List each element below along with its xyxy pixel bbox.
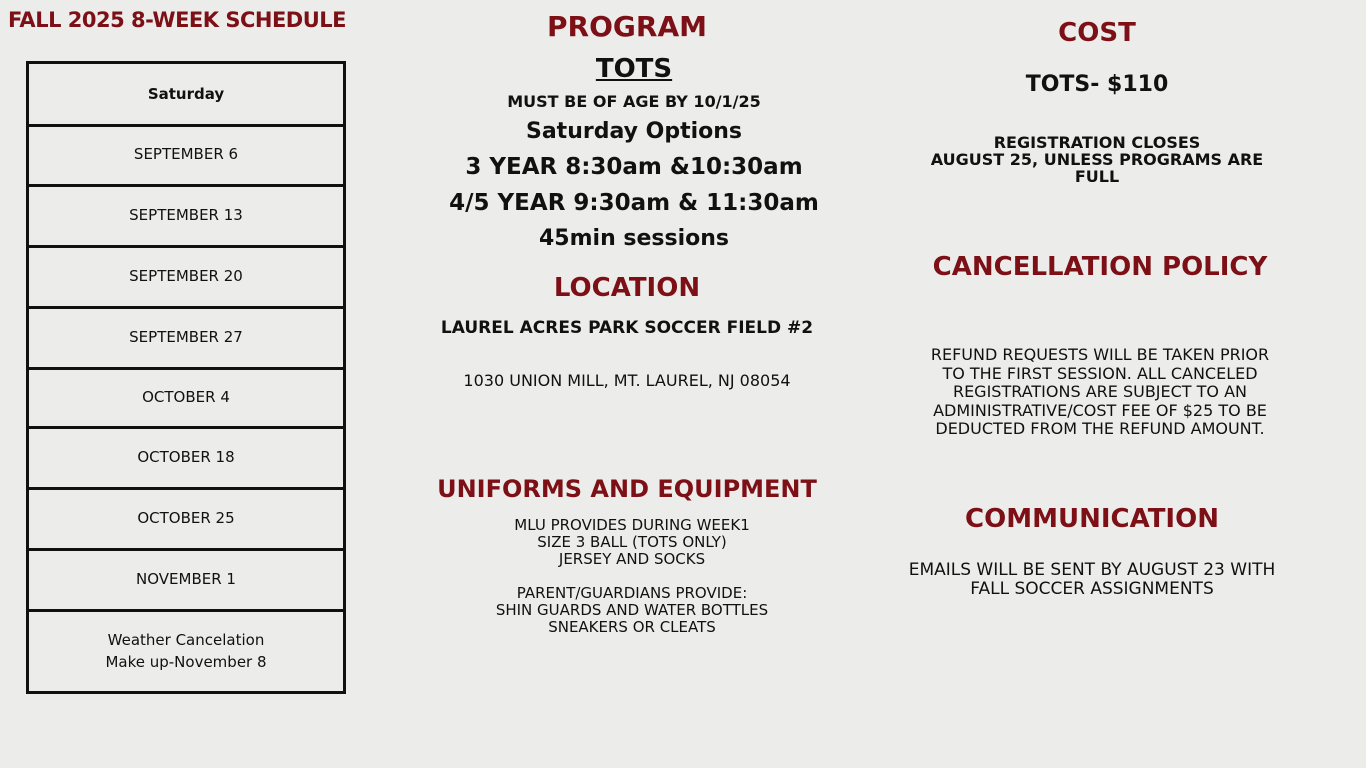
registration-line: REGISTRATION CLOSES (993, 133, 1201, 152)
location-park: LAUREL ACRES PARK SOCCER FIELD #2 (440, 318, 814, 338)
schedule-row: NOVEMBER 1 (29, 549, 343, 612)
parent-provides-list (432, 585, 832, 636)
schedule-row: OCTOBER 4 (29, 368, 343, 429)
list-item: MLU PROVIDES DURING WEEK1 (514, 516, 750, 534)
age-note: MUST BE OF AGE BY 10/1/25 (507, 92, 761, 111)
list-item: SHIN GUARDS AND WATER BOTTLES (495, 601, 769, 619)
mlu-provides-list (432, 517, 832, 568)
schedule-table (26, 61, 346, 694)
schedule-row: OCTOBER 25 (29, 488, 343, 551)
schedule-title: FALL 2025 8-WEEK SCHEDULE (8, 8, 347, 32)
schedule-row: SEPTEMBER 6 (29, 124, 343, 187)
schedule-row: SEPTEMBER 20 (29, 246, 343, 309)
list-item: JERSEY AND SOCKS (558, 550, 706, 568)
cost-heading: COST (1058, 18, 1136, 48)
tots-heading: TOTS (595, 54, 673, 84)
cost-price: TOTS- $110 (1025, 72, 1169, 97)
weather-cancelation-label: Weather Cancelation (107, 630, 265, 649)
weather-makeup-label: Make up-November 8 (105, 652, 267, 671)
schedule-header-saturday: Saturday (29, 64, 343, 127)
list-item: SNEAKERS OR CLEATS (548, 618, 716, 636)
uniforms-heading: UNIFORMS AND EQUIPMENT (437, 475, 817, 503)
communication-heading: COMMUNICATION (965, 504, 1219, 534)
saturday-options-heading: Saturday Options (525, 119, 742, 144)
communication-text: EMAILS WILL BE SENT BY AUGUST 23 WITH FALL SOCCER ASSIGNMENTS (908, 560, 1276, 599)
option-4-5-year: 4/5 YEAR 9:30am & 11:30am (449, 190, 819, 216)
registration-line: AUGUST 25, UNLESS PROGRAMS ARE (930, 150, 1264, 169)
schedule-row-weather (29, 610, 343, 691)
list-item: SIZE 3 BALL (TOTS ONLY) (537, 533, 727, 551)
program-heading: PROGRAM (547, 10, 707, 43)
schedule-row: SEPTEMBER 27 (29, 307, 343, 370)
list-item: PARENT/GUARDIANS PROVIDE: (516, 584, 748, 602)
option-3-year: 3 YEAR 8:30am &10:30am (465, 154, 803, 180)
cancellation-heading: CANCELLATION POLICY (932, 252, 1268, 282)
schedule-row: SEPTEMBER 13 (29, 185, 343, 248)
location-address: 1030 UNION MILL, MT. LAUREL, NJ 08054 (463, 371, 791, 390)
location-heading: LOCATION (553, 273, 701, 303)
session-length: 45min sessions (538, 226, 730, 251)
registration-line: FULL (1074, 167, 1120, 186)
registration-note (897, 134, 1297, 185)
schedule-row: OCTOBER 18 (29, 427, 343, 490)
cancellation-text: REFUND REQUESTS WILL BE TAKEN PRIOR TO THE FIRST SESSION. ALL CANCELED REGISTRATIONS ARE SUBJECT TO AN ADMINISTRATIVE/COST FEE OF $25 TO BE DEDUCTED FROM THE REFUND AMOUNT. (930, 345, 1270, 438)
